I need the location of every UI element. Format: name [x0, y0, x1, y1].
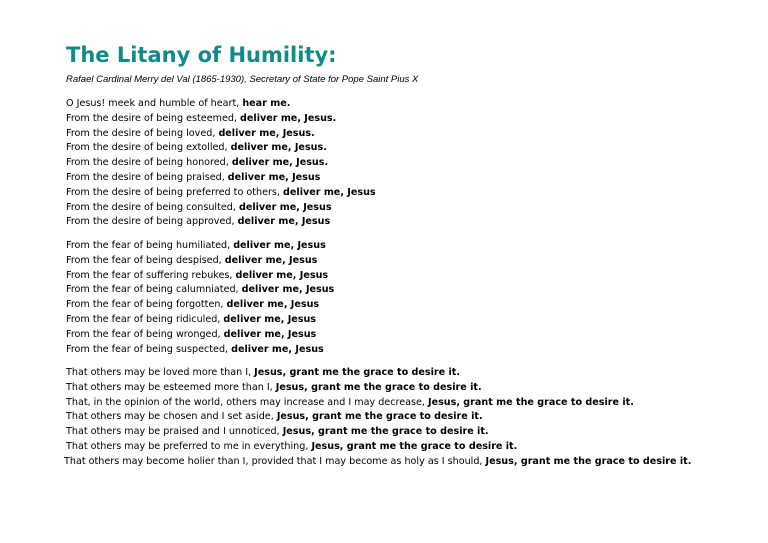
petition-text: From the fear of being humiliated, [66, 240, 234, 251]
response-text: deliver me, Jesus [233, 240, 326, 251]
response-text: Jesus, grant me the grace to desire it. [275, 381, 482, 393]
petition-text: That others may be loved more than I, [66, 367, 255, 378]
petition-text: From the fear of being wronged, [66, 328, 224, 340]
response-text: deliver me, Jesus. [230, 142, 327, 154]
litany-line [66, 156, 376, 171]
litany-line [66, 141, 376, 156]
response-text: hear me. [242, 98, 291, 109]
page-title: The Litany of Humility: [66, 43, 337, 67]
litany-line [66, 343, 334, 358]
litany-line [66, 425, 691, 440]
litany-line [66, 112, 376, 127]
litany-line [66, 396, 691, 411]
response-text: Jesus, grant me the grace to desire it. [428, 396, 634, 408]
response-text: deliver me, Jesus [231, 343, 324, 355]
petition-text: From the desire of being preferred to others, [66, 186, 284, 198]
litany-line [66, 186, 376, 201]
petition-text: From the desire of being consulted, [66, 201, 239, 213]
petition-text: From the fear of being ridiculed, [66, 313, 224, 325]
petition-text: From the desire of being approved, [66, 216, 238, 228]
litany-line [66, 254, 334, 269]
petition-text: From the desire of being esteemed, [66, 112, 241, 124]
response-text: deliver me, Jesus [237, 216, 331, 228]
litany-line [66, 97, 376, 112]
petition-text: From the desire of being praised, [66, 171, 228, 183]
litany-line [66, 328, 334, 343]
litany-line [66, 201, 376, 216]
response-text: deliver me, Jesus [238, 201, 332, 213]
petition-text: From the desire of being honored, [66, 157, 232, 169]
response-text: deliver me, Jesus. [231, 157, 329, 169]
petition-text: That others may be preferred to me in everything, [66, 440, 312, 452]
response-text: Jesus, grant me the grace to desire it. [485, 455, 692, 467]
page-subtitle: Rafael Cardinal Merry del Val (1865-1930), Secretary of State for Pope Saint Pius X [66, 74, 419, 85]
response-text: Jesus, grant me the grace to desire it. [282, 426, 489, 438]
litany-line [66, 269, 334, 284]
litany-line [66, 313, 334, 328]
petition-text: From the desire of being loved, [66, 127, 219, 139]
petition-text: That others may be esteemed more than I, [66, 381, 276, 393]
petition-text: That others may become holier than I, provided that I may become as holy as I should, [64, 455, 486, 467]
litany-line [66, 298, 334, 313]
response-text: deliver me, Jesus [283, 186, 376, 198]
litany-line [66, 381, 691, 396]
litany-line [66, 215, 376, 230]
petition-text: O Jesus! meek and humble of heart, [66, 98, 243, 109]
litany-line [66, 171, 376, 186]
litany-line [66, 440, 691, 455]
response-text: deliver me, Jesus [224, 254, 318, 266]
response-text: deliver me, Jesus [235, 269, 329, 281]
petition-text: From the fear of being calumniated, [66, 284, 242, 296]
litany-line [66, 366, 691, 381]
stanza-desire [66, 97, 376, 230]
response-text: deliver me, Jesus [223, 313, 317, 325]
stanza-grace [66, 366, 691, 470]
petition-text: That others may be chosen and I set aside, [66, 411, 277, 423]
response-text: Jesus, grant me the grace to desire it. [311, 440, 518, 452]
litany-line [66, 410, 691, 425]
response-text: deliver me, Jesus [227, 171, 321, 183]
response-text: deliver me, Jesus [241, 284, 335, 296]
petition-text: From the fear of being despised, [66, 254, 225, 266]
petition-text: From the fear of being forgotten, [66, 299, 227, 311]
petition-text: From the desire of being extolled, [66, 142, 231, 154]
response-text: Jesus, grant me the grace to desire it. [254, 367, 461, 378]
response-text: deliver me, Jesus. [240, 112, 337, 124]
response-text: deliver me, Jesus [223, 328, 317, 340]
litany-line [66, 239, 334, 254]
litany-line [66, 283, 334, 298]
response-text: deliver me, Jesus. [218, 127, 315, 139]
litany-line [66, 127, 376, 142]
litany-line [64, 455, 691, 470]
petition-text: From the fear of suffering rebukes, [66, 269, 236, 281]
petition-text: From the fear of being suspected, [66, 343, 232, 355]
petition-text: That others may be praised and I unnoticed, [66, 426, 283, 438]
petition-text: That, in the opinion of the world, others may increase and I may decrease, [66, 396, 428, 408]
response-text: deliver me, Jesus [226, 299, 320, 311]
response-text: Jesus, grant me the grace to desire it. [276, 411, 483, 423]
stanza-fear [66, 239, 334, 357]
